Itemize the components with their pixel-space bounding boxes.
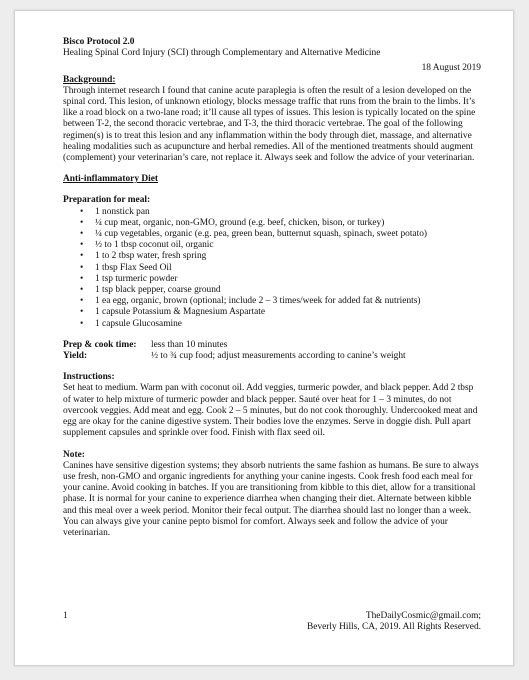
preparation-heading: Preparation for meal: [63, 195, 151, 206]
document-date: 18 August 2019 [421, 63, 481, 74]
instructions-text: Set heat to medium. Warm pan with coconut oil. Add veggies, turmeric powder, and black pepper. Add 2 tbsp of water to help mixture of turmeric powder and black pepper. Sauté over heat for 1 – 3 minutes, do not overcook veggies. Add meat and egg. Cook 2 – 5 minutes, but do not cook thoroughly. Undercooked meat and egg are okay for the canine digestive system. Their bodies love the enzymes. Serve in doggie dish. Pull apart supplement capsules and sprinkle over food. Finish with flax seed oil. [63, 383, 478, 439]
note-heading: Note: [63, 449, 85, 460]
list-item: • ¼ cup meat, organic, non-GMO, ground (e.g. beef, chicken, bison, or turkey) [80, 217, 385, 228]
ingredient-list [63, 207, 481, 330]
document-body [63, 37, 481, 539]
page-number: 1 [63, 611, 68, 621]
yield-row [63, 351, 481, 362]
note-text: Canines have sensitive digestion systems; they absorb nutrients the same fashion as humans. Be sure to always use fresh, non-GMO and organic ingredients for anything your canine ingests. Cook fresh food each meal for your canine. Avoid cooking in batches. If you are transitioning from kibble to this diet, allow for a transitional phase. It is normal for your canine to experience diarrhea when changing their diet. Alternate between kibble and this meal over a week period. Monitor their fecal output. The diarrhea should last no longer than a week. You can always give your canine pepto bismol for comfort. Always seek and follow the advice of your veterinarian. [63, 460, 479, 538]
instructions-heading: Instructions: [63, 372, 115, 383]
diet-heading: Anti-inflammatory Diet [63, 174, 159, 185]
list-item: • 1 tbsp Flax Seed Oil [80, 262, 172, 273]
document-title: Bisco Protocol 2.0 [63, 37, 135, 47]
background-heading: Background: [63, 74, 116, 85]
list-item: • ½ to 1 tbsp coconut oil, organic [80, 240, 214, 251]
list-item: • 1 nonstick pan [80, 206, 150, 217]
document-page [14, 10, 514, 666]
list-item: • 1 capsule Glucosamine [80, 318, 182, 329]
list-item: • ¼ cup vegetables, organic (e.g. pea, green bean, butternut squash, spinach, sweet potato) [80, 229, 428, 240]
list-item: • 1 to 2 tbsp water, fresh spring [80, 251, 207, 262]
document-subtitle: Healing Spinal Cord Injury (SCI) through Complementary and Alternative Medicine [63, 48, 381, 59]
list-item: • 1 tsp turmeric powder [80, 273, 178, 284]
list-item: • 1 capsule Potassium & Magnesium Aspartate [80, 307, 266, 318]
prep-time-label: Prep & cook time: [63, 339, 137, 350]
prep-time-row [63, 340, 481, 351]
yield-value: ½ to ¾ cup food; adjust measurements according to canine’s weight [151, 351, 406, 362]
prep-time-value: less than 10 minutes [151, 339, 228, 350]
yield-label: Yield: [63, 351, 88, 362]
background-text: Through internet research I found that canine acute paraplegia is often the result of a lesion developed on the spinal cord. This lesion, of unknown etiology, blocks message traffic that runs from the brain to the limbs. It’s like a road block on a two-lane road; it’ll cause all types of issues. This lesion is typically located on the spine between T-2, the second thoracic vertebrae, and T-3, the third thoracic vertebrae. The goal of the following regimen(s) is to treat this lesion and any inflammation within the body through diet, massage, and alternative healing modalities such as acupuncture and herbal remedies. All of the mentioned treatments should augment (complement) your veterinarian’s care, not replace it. Always seek and follow the advice of your veterinarian. [63, 85, 476, 164]
footer-copyright: Beverly Hills, CA, 2019. All Rights Reserved. [307, 622, 481, 633]
page-footer [63, 611, 481, 633]
list-item: • 1 tsp black pepper, coarse ground [80, 285, 221, 296]
footer-email: TheDailyCosmic@gmail.com; [365, 611, 481, 621]
list-item: • 1 ea egg, organic, brown (optional; include 2 – 3 times/week for added fat & nutrients) [80, 296, 421, 307]
